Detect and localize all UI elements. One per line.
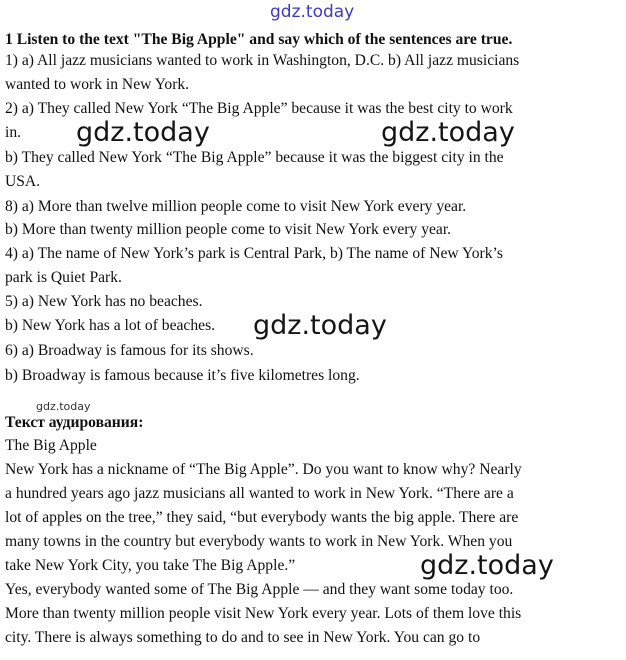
exercise-line: 5) a) New York has no beaches.: [5, 293, 203, 310]
watermark-small: gdz.today: [36, 400, 91, 413]
listening-line: More than twenty million people visit New York every year. Lots of them love this: [5, 605, 522, 622]
exercise-line: b) They called New York “The Big Apple” because it was the biggest city in the: [5, 149, 504, 166]
watermark-top: gdz.today: [270, 2, 355, 22]
exercise-heading: 1 Listen to the text "The Big Apple" and say which of the sentences are true.: [5, 31, 513, 48]
listening-heading: Текст аудирования:: [5, 414, 144, 431]
watermark: gdz.today: [381, 117, 515, 148]
listening-line: Yes, everybody wanted some of The Big Apple — and they want some today too.: [5, 581, 514, 598]
watermark: gdz.today: [76, 117, 210, 148]
watermark: gdz.today: [420, 550, 554, 581]
exercise-line: b) More than twenty million people come to visit New York every year.: [5, 221, 452, 238]
watermark: gdz.today: [253, 310, 387, 341]
listening-line: New York has a nickname of “The Big Apple”. Do you want to know why? Nearly: [5, 461, 522, 478]
exercise-line: park is Quiet Park.: [5, 269, 122, 286]
listening-line: lot of apples on the tree,” they said, “but everybody wants the big apple. There are: [5, 509, 519, 526]
exercise-line: wanted to work in New York.: [5, 76, 190, 93]
exercise-line: USA.: [5, 173, 41, 190]
listening-line: city. There is always something to do and to see in New York. You can go to: [5, 629, 481, 646]
exercise-line: 4) a) The name of New York’s park is Central Park, b) The name of New York’s: [5, 245, 503, 262]
listening-title: The Big Apple: [5, 437, 97, 454]
listening-line: a hundred years ago jazz musicians all wanted to work in New York. “There are a: [5, 485, 514, 502]
exercise-line: in.: [5, 124, 22, 141]
exercise-line: 1) a) All jazz musicians wanted to work in Washington, D.C. b) All jazz musicians: [5, 52, 520, 69]
listening-line: take New York City, you take The Big Apple.”: [5, 557, 296, 574]
exercise-line: b) New York has a lot of beaches.: [5, 317, 216, 334]
exercise-line: b) Broadway is famous because it’s five kilometres long.: [5, 367, 360, 384]
exercise-line: 8) a) More than twelve million people come to visit New York every year.: [5, 198, 467, 215]
exercise-line: 2) a) They called New York “The Big Apple” because it was the best city to work: [5, 100, 513, 117]
listening-line: many towns in the country but everybody wants to work in New York. When you: [5, 533, 513, 550]
exercise-line: 6) a) Broadway is famous for its shows.: [5, 342, 254, 359]
